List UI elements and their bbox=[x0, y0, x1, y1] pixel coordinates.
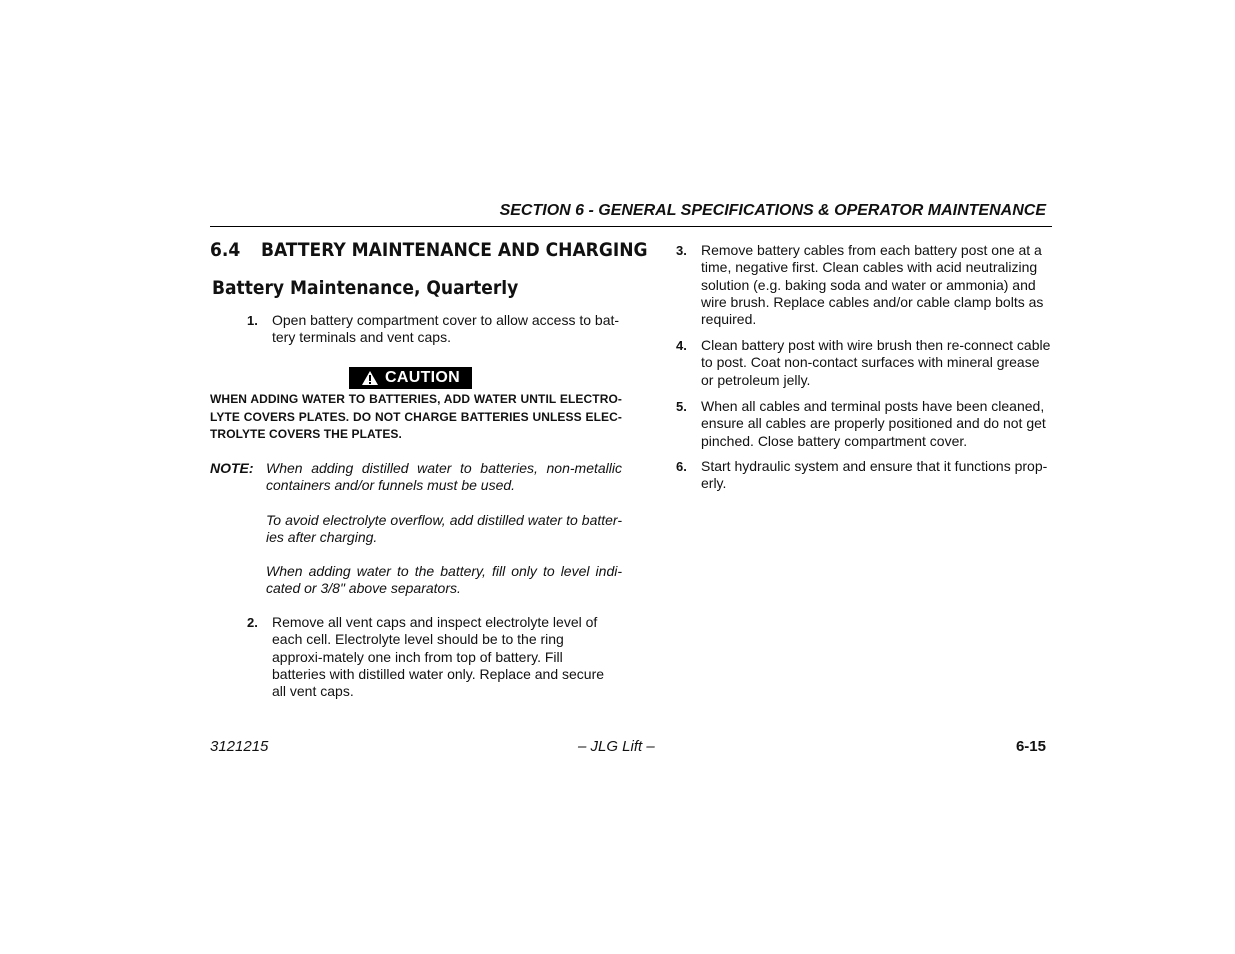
step-number: 1. bbox=[247, 313, 258, 328]
note-paragraph: When adding water to the battery, fill only to level indi-cated or 3/8" above separators. bbox=[266, 563, 622, 597]
step-item-4 bbox=[676, 337, 1052, 389]
step-text: Start hydraulic system and ensure that it functions prop-erly. bbox=[701, 458, 1048, 492]
step-number: 4. bbox=[676, 338, 687, 353]
step-text: Remove all vent caps and inspect electrolyte level of each cell. Electrolyte level should be to the ring approxi-mately one inch from top of battery. Fill batteries with distilled water only. Replace and secure all vent caps. bbox=[272, 614, 605, 700]
caution-label: CAUTION bbox=[385, 369, 460, 386]
caution-text: WHEN ADDING WATER TO BATTERIES, ADD WATER UNTIL ELECTRO-LYTE COVERS PLATES. DO NOT CHARGE BATTERIES UNLESS ELEC-TROLYTE COVERS THE PLATES. bbox=[210, 392, 622, 441]
step-number: 3. bbox=[676, 243, 687, 258]
step-text: Clean battery post with wire brush then re-connect cable to post. Coat non-contact surfaces with mineral grease or petroleum jelly. bbox=[701, 337, 1051, 388]
warning-triangle-icon bbox=[361, 370, 379, 386]
step-item-5 bbox=[676, 398, 1052, 450]
note-paragraph: When adding distilled water to batteries, non-metallic containers and/or funnels must be used. bbox=[266, 460, 622, 494]
section-number: 6.4 bbox=[210, 239, 241, 261]
section-title: BATTERY MAINTENANCE AND CHARGING bbox=[261, 239, 648, 261]
step-item-1 bbox=[247, 312, 623, 347]
note-label: NOTE: bbox=[210, 460, 254, 476]
footer-doc-number: 3121215 bbox=[210, 738, 269, 755]
section-header-title: SECTION 6 - GENERAL SPECIFICATIONS & OPERATOR MAINTENANCE bbox=[499, 202, 1046, 219]
step-number: 2. bbox=[247, 615, 258, 630]
step-text: When all cables and terminal posts have been cleaned, ensure all cables are properly positioned and do not get pinched. Close battery compartment cover. bbox=[701, 398, 1046, 449]
step-item-6 bbox=[676, 458, 1052, 493]
subsection-heading: Battery Maintenance, Quarterly bbox=[212, 277, 519, 299]
caution-badge bbox=[349, 367, 472, 389]
step-item-2 bbox=[247, 614, 623, 700]
section-heading bbox=[210, 239, 648, 261]
step-text: Remove battery cables from each battery post one at a time, negative first. Clean cables with acid neutralizing solution (e.g. baking soda and water or ammonia) and wire brush. Replace cables and/or cable clamp bolts as required. bbox=[701, 242, 1044, 328]
header-divider bbox=[210, 226, 1052, 227]
note-paragraph: To avoid electrolyte overflow, add distilled water to batter-ies after charging. bbox=[266, 512, 622, 546]
step-number: 5. bbox=[676, 399, 687, 414]
step-item-3 bbox=[676, 242, 1052, 328]
step-text: Open battery compartment cover to allow access to bat-tery terminals and vent caps. bbox=[272, 312, 620, 346]
footer-page-number: 6-15 bbox=[1015, 738, 1046, 755]
footer-center-text: – JLG Lift – bbox=[578, 738, 655, 755]
step-number: 6. bbox=[676, 459, 687, 474]
